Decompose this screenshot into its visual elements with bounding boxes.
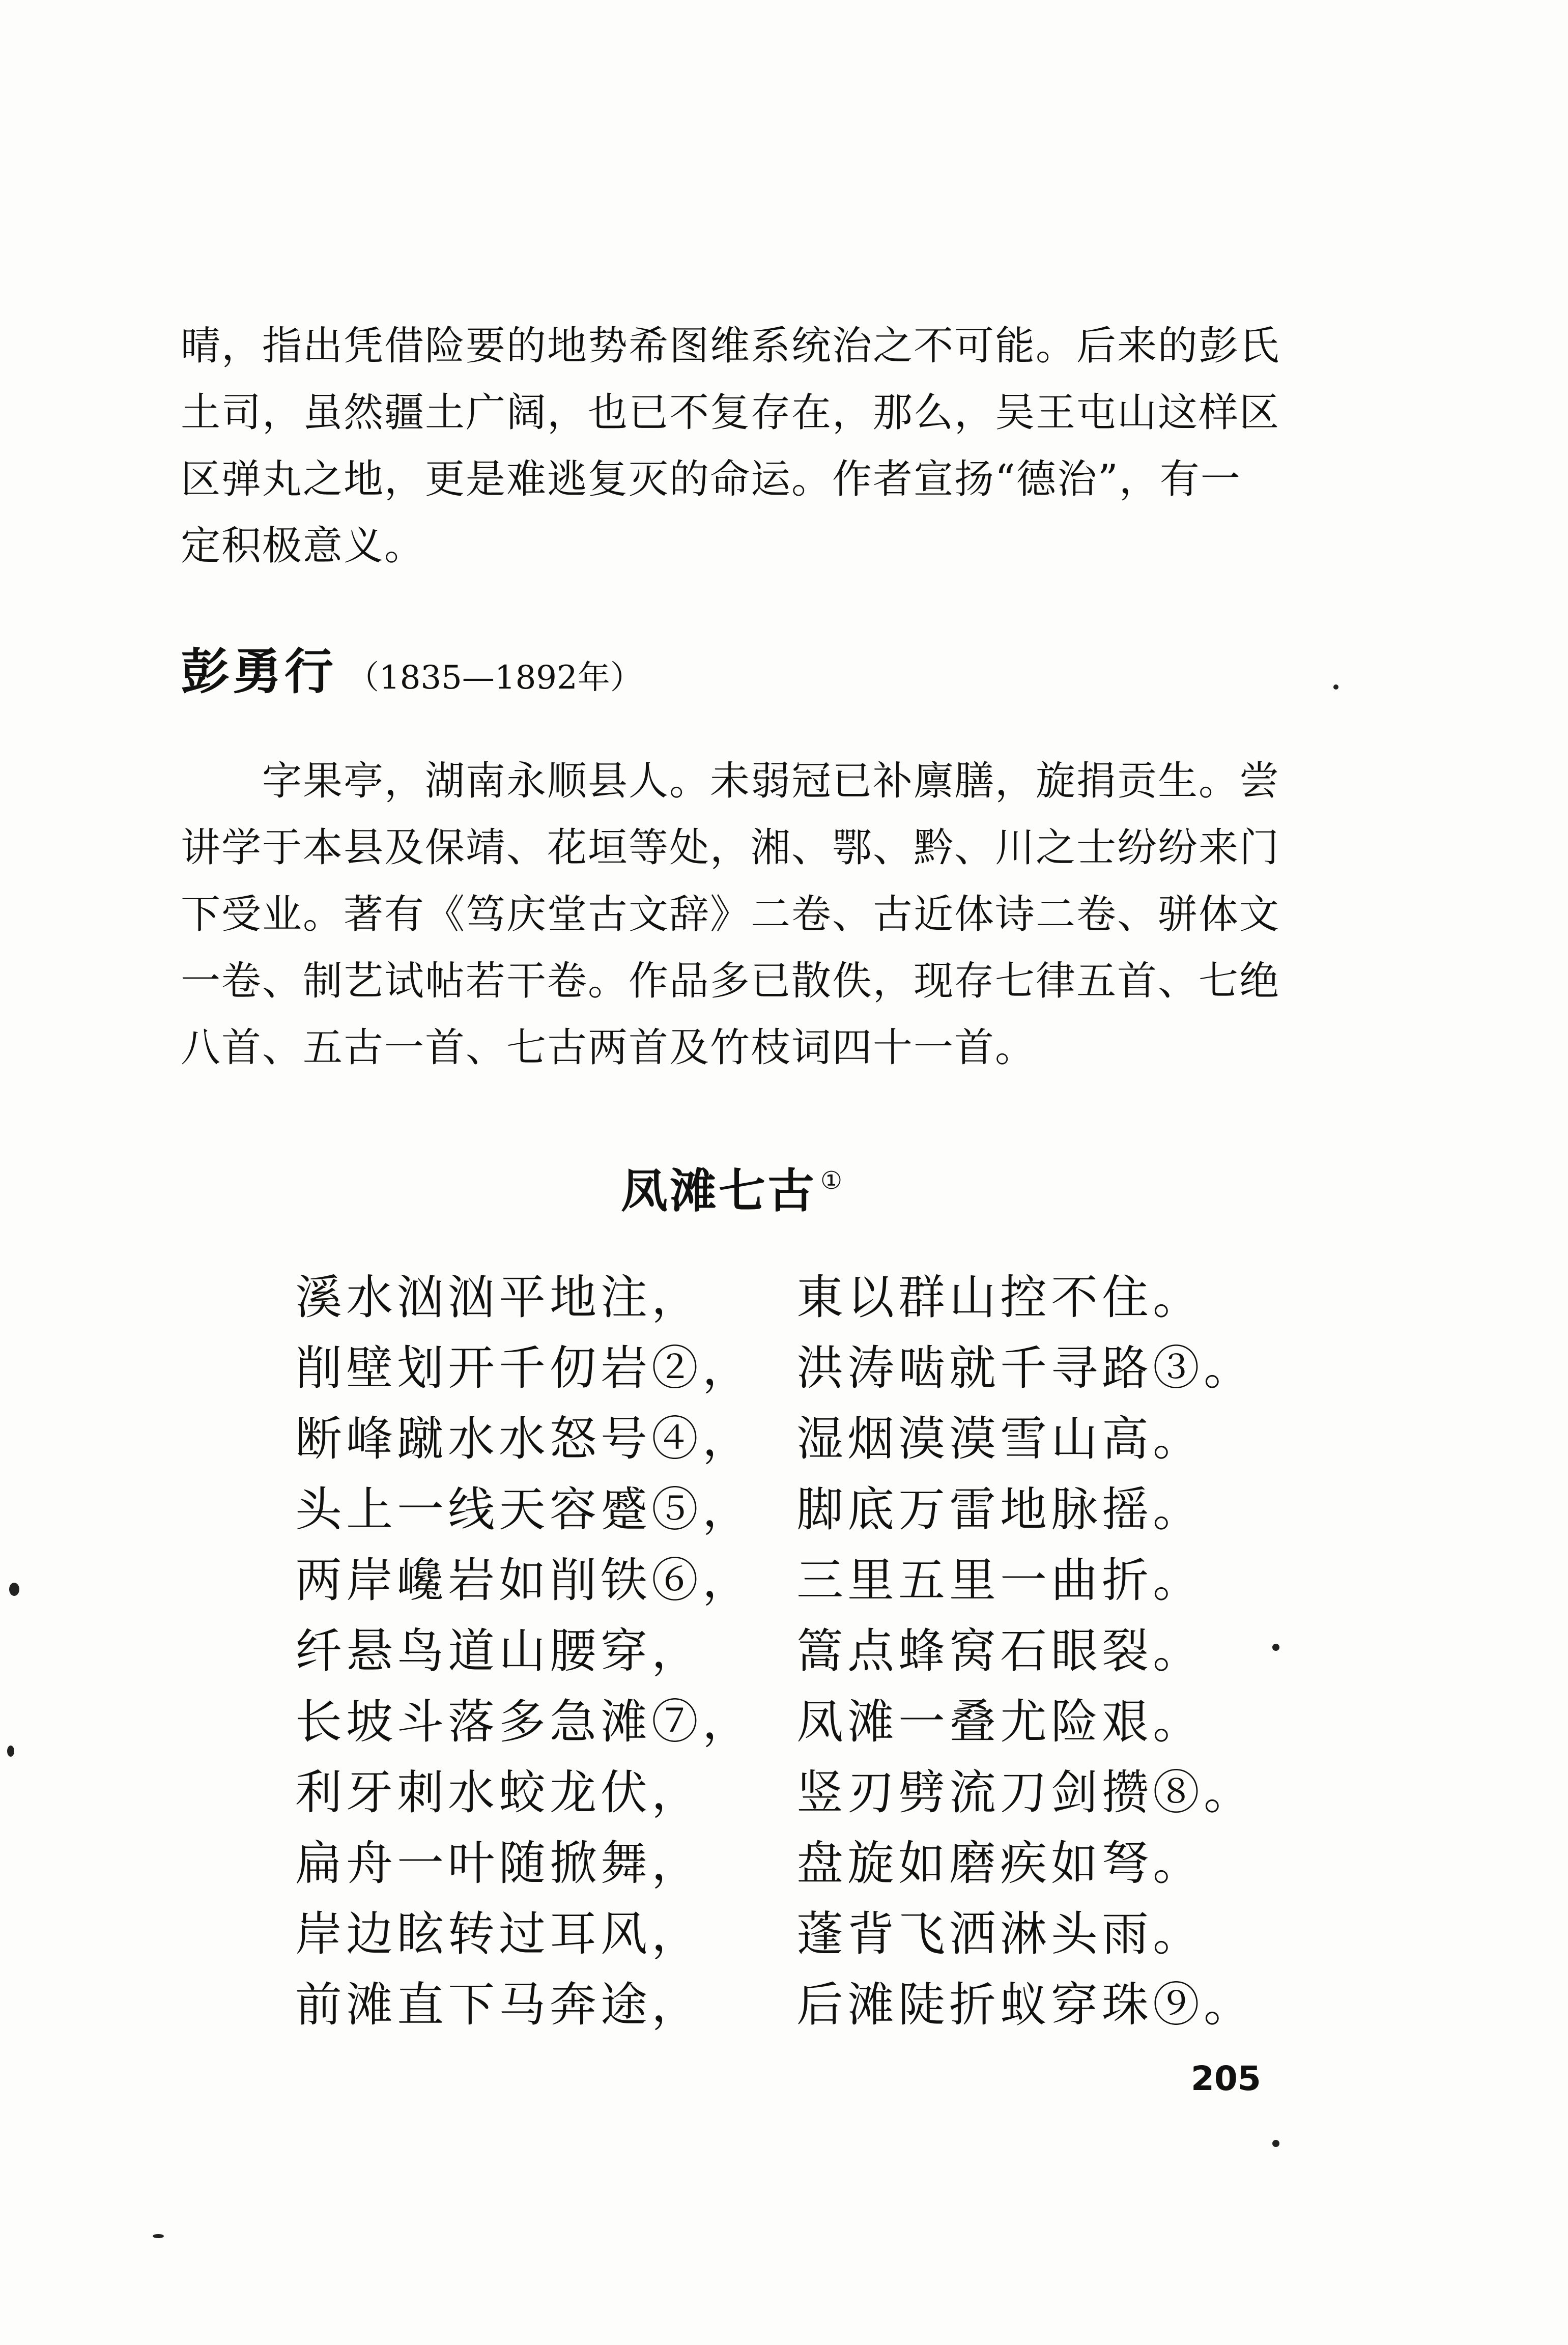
poem-line: 篙点蜂窝石眼裂。 [796, 1624, 1204, 1678]
poem-couplet [295, 1616, 1313, 1686]
footnote-marker: ① [820, 1166, 845, 1195]
poem-line: 利牙刺水蛟龙伏， [295, 1765, 703, 1820]
scan-speck [1333, 684, 1338, 690]
poem-line: 削壁划开千仞岩②， [295, 1341, 754, 1395]
poem-line: 蓬背飞洒淋头雨。 [796, 1907, 1204, 1961]
scan-speck [153, 2234, 164, 2238]
poem-line: 凤滩一叠尤险艰。 [796, 1695, 1204, 1749]
text-line: 晴，指出凭借险要的地势希图维系统治之不可能。后来的彭氏 [181, 323, 1280, 369]
poem-line: 盘旋如磨疾如弩。 [796, 1836, 1204, 1891]
poem-couplet [295, 1333, 1313, 1404]
poem-couplet [295, 1686, 1313, 1757]
poem-line: 溪水汹汹平地注， [295, 1270, 703, 1325]
poem-couplet [295, 1757, 1313, 1828]
page-number: 205 [1191, 2059, 1261, 2098]
poem-line: 两岸巉岩如削铁⑥， [295, 1553, 754, 1608]
poem-couplet [295, 1474, 1313, 1545]
text-line: 下受业。著有《笃庆堂古文辞》二卷、古近体诗二卷、骈体文 [181, 892, 1280, 937]
poem-couplet [295, 1899, 1313, 1969]
poem-line: 洪涛啮就千寻路③。 [796, 1341, 1255, 1395]
poem-line: 长坡斗落多急滩⑦， [295, 1695, 754, 1749]
text-line: 讲学于本县及保靖、花垣等处，湘、鄂、黔、川之士纷纷来门 [181, 825, 1280, 871]
poem-line: 三里五里一曲折。 [796, 1553, 1204, 1608]
text-line: 土司，虽然疆土广阔，也已不复存在，那么，吴王屯山这样区 [181, 390, 1280, 436]
author-bio [181, 748, 1361, 1081]
poem-line: 断峰蹴水水怒号④， [295, 1412, 754, 1466]
poem-title [621, 1148, 844, 1224]
poem-body [295, 1262, 1313, 2040]
scan-speck [1272, 1644, 1279, 1651]
poem-line: 扁舟一叶随掀舞， [295, 1836, 703, 1891]
scan-speck [9, 1583, 19, 1596]
author-name: 彭勇行 [181, 643, 336, 700]
text-line: 一卷、制艺试帖若干卷。作品多已散佚，现存七律五首、七绝 [181, 958, 1280, 1004]
scan-speck [7, 1746, 14, 1757]
poem-line: 后滩陡折蚁穿珠⑨。 [796, 1978, 1255, 2032]
poem-line: 脚底万雷地脉摇。 [796, 1482, 1204, 1537]
poem-line: 東以群山控不住。 [796, 1270, 1204, 1325]
author-dates: （1835—1892年） [347, 659, 643, 697]
text-line: 八首、五古一首、七古两首及竹枝词四十一首。 [181, 1025, 1036, 1071]
poem-couplet [295, 1545, 1313, 1616]
poem-line: 纤悬鸟道山腰穿， [295, 1624, 703, 1678]
text-line: 定积极意义。 [181, 523, 425, 569]
intro-paragraph [181, 313, 1361, 580]
text-line: 字果亭，湖南永顺县人。未弱冠已补廪膳，旋捐贡生。尝 [262, 758, 1280, 804]
poem-couplet [295, 1969, 1313, 2040]
poem-couplet [295, 1404, 1313, 1474]
poem-couplet [295, 1828, 1313, 1899]
poem-line: 头上一线天容蹙⑤， [295, 1482, 754, 1537]
poem-title-text: 凤滩七古 [621, 1164, 817, 1218]
text-line: 区弹丸之地，更是难逃复灭的命运。作者宣扬“德治”，有一 [181, 456, 1241, 502]
poem-line: 湿烟漠漠雪山高。 [796, 1412, 1204, 1466]
scan-speck [1272, 2140, 1279, 2147]
author-heading [181, 639, 643, 705]
poem-line: 岸边眩转过耳风， [295, 1907, 703, 1961]
poem-line: 前滩直下马奔途， [295, 1978, 703, 2032]
poem-couplet [295, 1262, 1313, 1333]
poem-line: 竖刃劈流刀剑攒⑧。 [796, 1765, 1255, 1820]
